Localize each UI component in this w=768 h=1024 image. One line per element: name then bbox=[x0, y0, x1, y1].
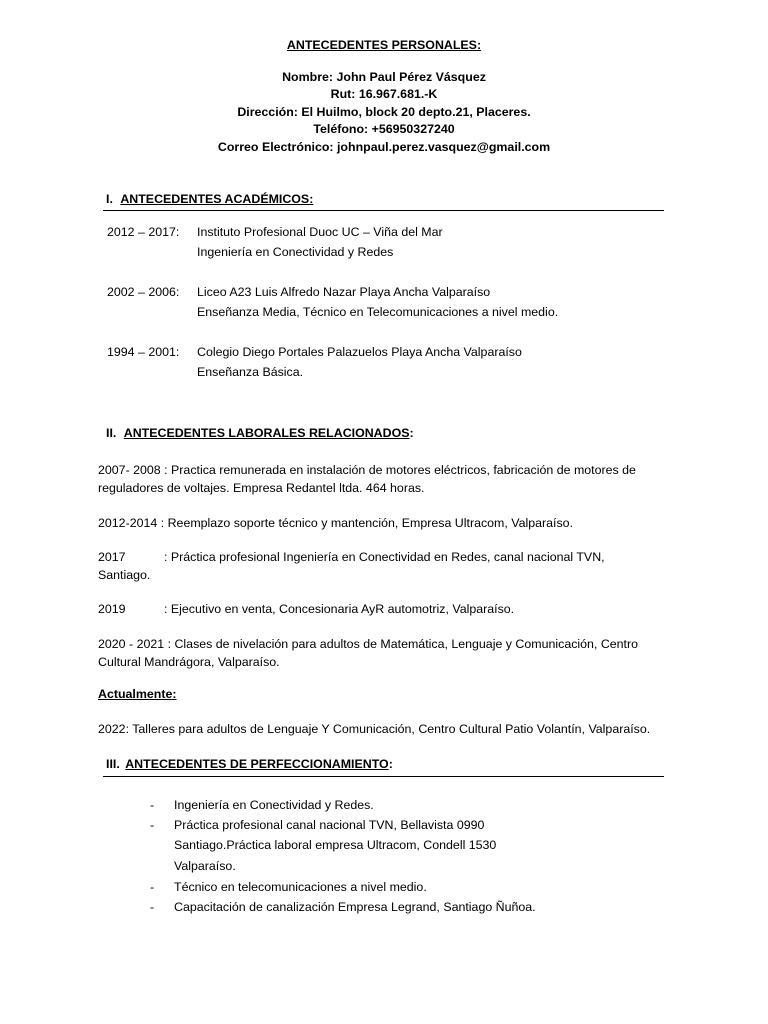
academic-program: Enseñanza Media, Técnico en Telecomunicaciones a nivel medio. bbox=[197, 305, 559, 319]
work-description: : Reemplazo soporte técnico y mantención, Empresa Ultracom, Valparaíso. bbox=[160, 516, 574, 530]
work-numeral: II. bbox=[106, 426, 117, 440]
work-years: 2012-2014 bbox=[98, 516, 158, 530]
list-item-text: Capacitación de canalización Empresa Legrand, Santiago Ñuñoa. bbox=[174, 900, 536, 914]
list-item-text: Técnico en telecomunicaciones a nivel medio. bbox=[174, 880, 427, 894]
training-rule bbox=[103, 776, 664, 777]
academic-years: 2012 – 2017: bbox=[107, 225, 180, 239]
bullet-dash: - bbox=[150, 798, 155, 812]
work-description: : Practica remunerada en instalación de motores eléctricos, fabricación de motores de reguladores de voltajes. Empresa Redantel ltda. 464 horas. bbox=[98, 463, 636, 495]
academic-institution: Liceo A23 Luis Alfredo Nazar Playa Ancha Valparaíso bbox=[197, 285, 491, 299]
work-colon: : bbox=[409, 426, 414, 440]
work-entry bbox=[98, 461, 658, 497]
work-entry bbox=[98, 514, 658, 532]
address-line: Dirección: El Huilmo, block 20 depto.21, Placeres. bbox=[237, 105, 531, 119]
academic-years: 1994 – 2001: bbox=[107, 345, 180, 359]
training-heading bbox=[106, 757, 393, 771]
email-line: Correo Electrónico: johnpaul.perez.vasquez@gmail.com bbox=[217, 140, 551, 154]
academic-numeral: I. bbox=[106, 192, 113, 206]
academic-heading bbox=[106, 192, 313, 206]
work-years: 2019 bbox=[98, 602, 126, 616]
bullet-dash: - bbox=[150, 900, 155, 914]
bullet-dash: - bbox=[150, 818, 155, 832]
academic-institution: Instituto Profesional Duoc UC – Viña del Mar bbox=[197, 225, 443, 239]
work-years: 2017 bbox=[98, 550, 126, 564]
training-title: ANTECEDENTES DE PERFECCIONAMIENTO bbox=[125, 757, 389, 771]
list-item-text: Valparaíso. bbox=[174, 859, 236, 873]
work-description: : Ejecutivo en venta, Concesionaria AyR automotriz, Valparaíso. bbox=[164, 602, 515, 616]
bullet-dash: - bbox=[150, 880, 155, 894]
work-description: : Clases de nivelación para adultos de Matemática, Lenguaje y Comunicación, Centro Cultural Mandrágora, Valparaíso. bbox=[98, 637, 639, 669]
work-years: 2007- 2008 bbox=[98, 463, 161, 477]
academic-program: Ingeniería en Conectividad y Redes bbox=[197, 245, 394, 259]
work-title: ANTECEDENTES LABORALES RELACIONADOS bbox=[123, 426, 410, 440]
work-entry bbox=[98, 548, 658, 584]
academic-years: 2002 – 2006: bbox=[107, 285, 180, 299]
current-text: 2022: Talleres para adultos de Lenguaje Y Comunicación, Centro Cultural Patio Volantín, Valparaíso. bbox=[98, 722, 651, 736]
work-heading bbox=[106, 426, 414, 440]
academic-rule bbox=[103, 210, 664, 211]
list-item-text: Santiago.Práctica laboral empresa Ultracom, Condell 1530 bbox=[174, 838, 497, 852]
training-numeral: III. bbox=[106, 757, 120, 771]
phone-line: Teléfono: +56950327240 bbox=[313, 122, 455, 136]
work-entry bbox=[98, 635, 658, 671]
rut-line: Rut: 16.967.681.-K bbox=[330, 87, 438, 101]
current-label: Actualmente: bbox=[98, 687, 177, 701]
work-entry bbox=[98, 600, 658, 618]
list-item-text: Práctica profesional canal nacional TVN, Bellavista 0990 bbox=[174, 818, 485, 832]
training-colon: : bbox=[388, 757, 393, 771]
academic-title: ANTECEDENTES ACADÉMICOS: bbox=[120, 192, 314, 206]
list-item-text: Ingeniería en Conectividad y Redes. bbox=[174, 798, 374, 812]
academic-institution: Colegio Diego Portales Palazuelos Playa Ancha Valparaíso bbox=[197, 345, 522, 359]
work-description: : Práctica profesional Ingeniería en Conectividad en Redes, canal nacional TVN, Santiago. bbox=[98, 550, 605, 582]
name-line: Nombre: John Paul Pérez Vásquez bbox=[282, 70, 486, 84]
personal-heading: ANTECEDENTES PERSONALES: bbox=[286, 38, 482, 52]
academic-program: Enseñanza Básica. bbox=[197, 365, 304, 379]
work-years: 2020 - 2021 bbox=[98, 637, 165, 651]
